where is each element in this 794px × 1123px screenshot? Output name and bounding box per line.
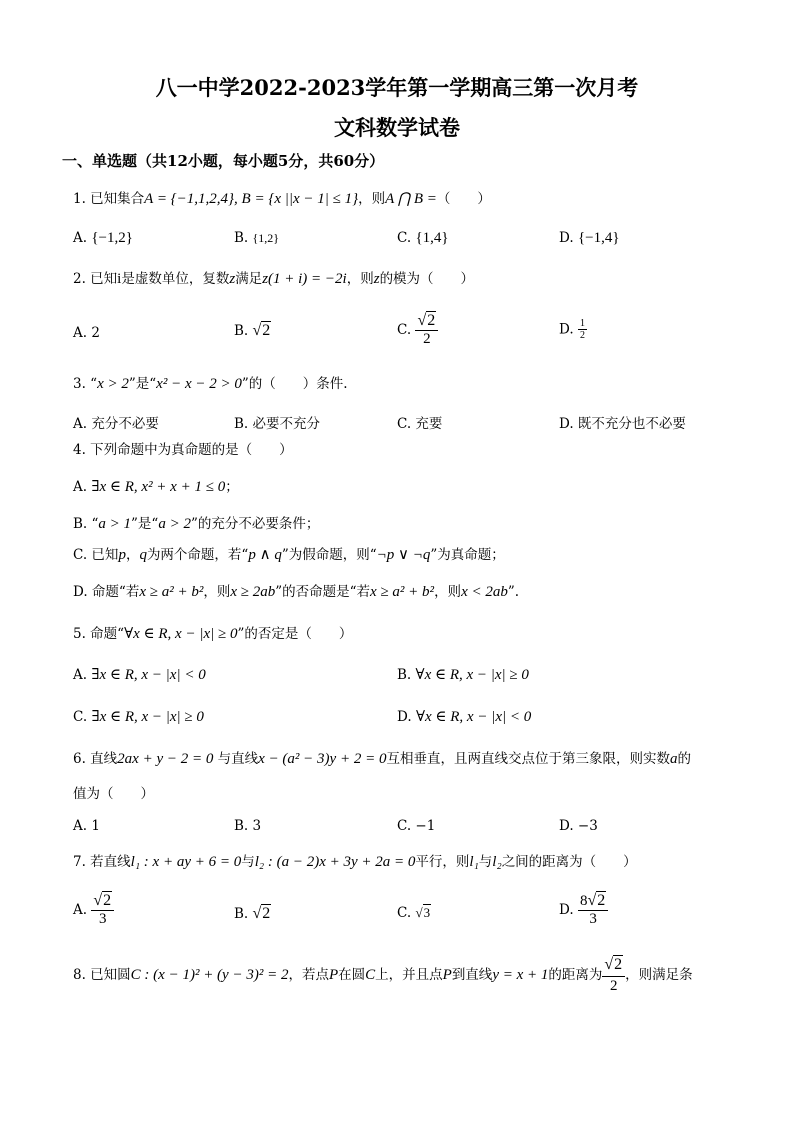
question-3-stem: 3. “x > 2”是“x² − x − 2 > 0”的（ ）条件. [73, 376, 348, 392]
q4-option-d: D. 命题“若x ≥ a² + b²，则x ≥ 2ab”的否命题是“若x ≥ a² + b²，则x < 2ab”. [73, 584, 520, 600]
question-1-stem: 1. 已知集合A = {−1,1,2,4}, B = {x ||x − 1| ≤ 1}，则A ⋂ B =（ ） [73, 191, 491, 207]
q2-option-a: A. 2 [73, 325, 100, 341]
question-8-stem: 8. 已知圆C : (x − 1)² + (y − 3)² = 2，若点P在圆C上，并且点P到直线y = x + 1的距离为 $\frac{√2}{2}$ ，则满足条 [73, 956, 693, 994]
q6-option-b: B. 3 [234, 818, 262, 834]
q7-option-c: C. √3 [397, 905, 431, 921]
q4-option-b: B. “a > 1”是“a > 2”的充分不必要条件； [73, 516, 320, 532]
q4-option-c: C. 已知p，q为两个命题，若“p ∧ q”为假命题，则“¬p ∨ ¬q”为真命题； [73, 547, 505, 563]
q3-option-b: B. 必要不充分 [234, 416, 321, 432]
q5-option-b: B. ∀x ∈ R, x − |x| ≥ 0 [397, 667, 529, 683]
q1-option-b: B. {1,2} [234, 230, 280, 246]
q7-option-b: B. √2 [234, 905, 271, 922]
question-4-stem: 4. 下列命题中为真命题的是（ ） [73, 442, 293, 458]
question-2-stem: 2. 已知i是虚数单位，复数z满足z(1 + i) = −2i，则z的模为（ ） [73, 271, 475, 287]
q7-option-d: D. $\frac{8√2}{3}$ [559, 892, 608, 928]
q6-option-c: C. −1 [397, 818, 436, 834]
q2-option-b: B. √2 [234, 322, 271, 339]
q1-option-a: A. {−1,2} [73, 230, 133, 246]
q6-option-a: A. 1 [73, 818, 100, 834]
question-7-stem: 7. 若直线l₁ : x + ay + 6 = 0与l₂ : (a − 2)x + 3y + 2a = 0平行，则l₁与l₂之间的距离为（ ） [73, 854, 637, 870]
q1-option-d: D. {−1,4} [559, 230, 620, 246]
question-6-stem-line2: 值为（ ） [73, 786, 154, 802]
q1-option-c: C. {1,4} [397, 230, 449, 246]
exam-subtitle: 文科数学试卷 [334, 115, 460, 140]
q2-option-c: C. $\frac{√2}{2}$ [397, 312, 438, 348]
question-6-stem: 6. 直线2ax + y − 2 = 0 与直线x − (a² − 3)y + 2 = 0互相垂直，且两直线交点位于第三象限，则实数a的 [73, 751, 691, 767]
q3-option-d: D. 既不充分也不必要 [559, 416, 686, 432]
q2-option-d: D. $\frac{1}{2}$ [559, 318, 585, 341]
question-5-stem: 5. 命题“∀x ∈ R, x − |x| ≥ 0”的否定是（ ） [73, 626, 353, 642]
q3-option-a: A. 充分不必要 [73, 416, 159, 432]
q6-option-d: D. −3 [559, 818, 598, 834]
q5-option-c: C. ∃x ∈ R, x − |x| ≥ 0 [73, 709, 204, 725]
section-heading: 一、单选题（共12小题，每小题5分，共60分） [62, 152, 385, 170]
q3-option-c: C. 充要 [397, 416, 443, 432]
q7-option-a: A. $\frac{√2}{3}$ [73, 892, 114, 928]
q5-option-d: D. ∀x ∈ R, x − |x| < 0 [397, 709, 532, 725]
q4-option-a: A. ∃x ∈ R, x² + x + 1 ≤ 0； [73, 479, 239, 495]
q5-option-a: A. ∃x ∈ R, x − |x| < 0 [73, 667, 206, 683]
exam-title: 八一中学2022-2023学年第一学期高三第一次月考 [155, 75, 639, 100]
